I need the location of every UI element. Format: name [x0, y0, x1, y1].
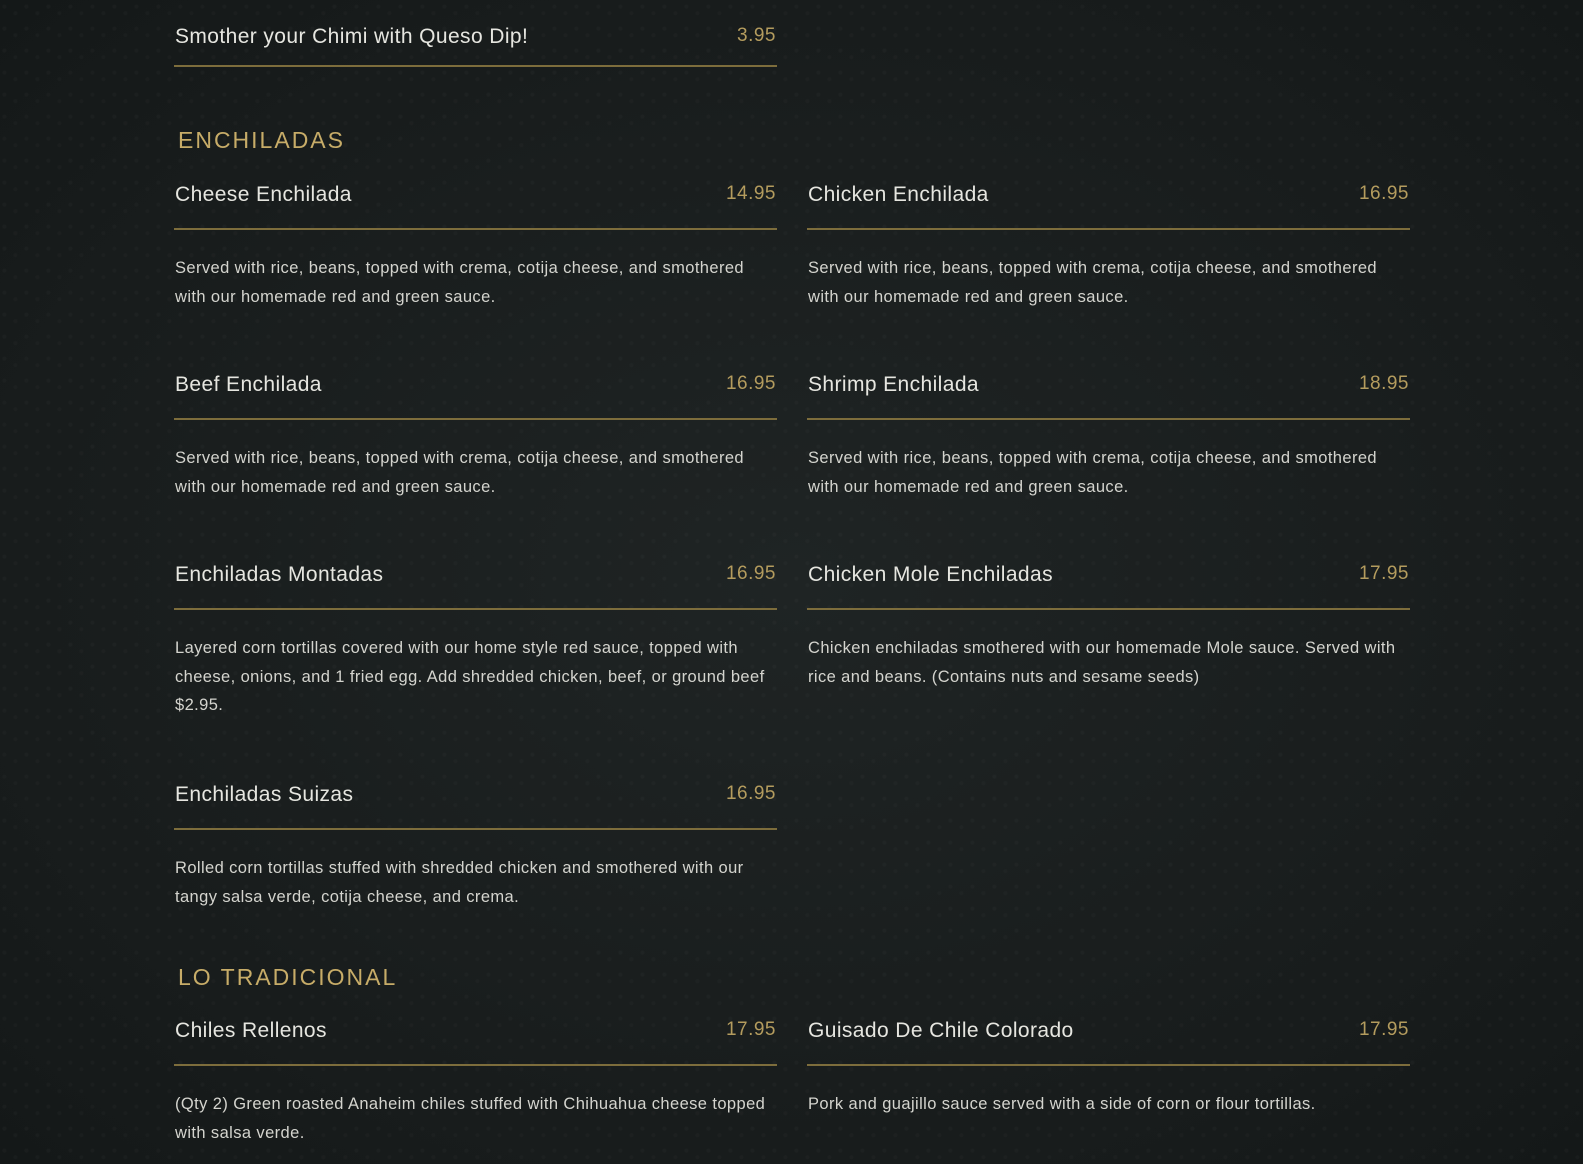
menu-item-description: Served with rice, beans, topped with crema, cotija cheese, and smothered with our homemade red and green sauce. — [175, 259, 745, 306]
menu-item-description: Served with rice, beans, topped with crema, cotija cheese, and smothered with our homemade red and green sauce. — [808, 259, 1378, 306]
menu-item-header — [174, 172, 777, 230]
menu-item-price: 16.95 — [725, 563, 776, 584]
menu-item-queso-dip — [174, 16, 777, 67]
menu-item-price: 16.95 — [725, 373, 776, 394]
menu-item-price: 18.95 — [1358, 373, 1409, 394]
menu-item-price: 17.95 — [1358, 1019, 1409, 1040]
menu-item-guisado-de-chile-colorado — [807, 1008, 1410, 1119]
menu-item-header — [174, 1008, 777, 1066]
menu-item-header — [174, 16, 777, 67]
menu-item-description: Served with rice, beans, topped with crema, cotija cheese, and smothered with our homemade red and green sauce. — [175, 449, 745, 496]
menu-item-header — [807, 1008, 1410, 1066]
menu-item-beef-enchilada — [174, 362, 777, 501]
menu-item-name: Chiles Rellenos — [175, 1019, 327, 1042]
menu-item-name: Shrimp Enchilada — [808, 373, 979, 396]
menu-item-header — [807, 362, 1410, 420]
menu-item-price: 14.95 — [725, 183, 776, 204]
menu-item-name: Enchiladas Suizas — [175, 783, 354, 806]
menu-item-chiles-rellenos — [174, 1008, 777, 1147]
menu-item-cheese-enchilada — [174, 172, 777, 311]
menu-item-description: Chicken enchiladas smothered with our homemade Mole sauce. Served with rice and beans. (Contains nuts and sesame seeds) — [808, 639, 1396, 686]
menu-item-enchiladas-suizas — [174, 772, 777, 911]
menu-item-description: Served with rice, beans, topped with crema, cotija cheese, and smothered with our homemade red and green sauce. — [808, 449, 1378, 496]
menu-item-chicken-mole-enchiladas — [807, 552, 1410, 691]
menu-item-description: Layered corn tortillas covered with our home style red sauce, topped with cheese, onions, and 1 fried egg. Add shredded chicken, beef, or ground beef $2.95. — [175, 639, 765, 714]
menu-item-header — [174, 772, 777, 830]
menu-item-header — [807, 172, 1410, 230]
menu-item-header — [807, 552, 1410, 610]
menu-item-chicken-enchilada — [807, 172, 1410, 311]
menu-item-enchiladas-montadas — [174, 552, 777, 720]
section-title-enchiladas: ENCHILADAS — [178, 127, 345, 153]
menu-item-name: Chicken Enchilada — [808, 183, 989, 206]
menu-item-name: Beef Enchilada — [175, 373, 322, 396]
menu-item-price: 17.95 — [725, 1019, 776, 1040]
section-title-lo-tradicional: LO TRADICIONAL — [178, 964, 398, 990]
menu-item-price: 17.95 — [1358, 563, 1409, 584]
menu-item-description: (Qty 2) Green roasted Anaheim chiles stuffed with Chihuahua cheese topped with salsa verde. — [175, 1095, 766, 1142]
menu-item-name: Smother your Chimi with Queso Dip! — [175, 25, 529, 48]
menu-item-price: 3.95 — [737, 25, 776, 46]
menu-item-shrimp-enchilada — [807, 362, 1410, 501]
menu-item-name: Enchiladas Montadas — [175, 563, 384, 586]
menu-item-name: Chicken Mole Enchiladas — [808, 563, 1053, 586]
menu-item-name: Cheese Enchilada — [175, 183, 352, 206]
menu-item-description: Rolled corn tortillas stuffed with shredded chicken and smothered with our tangy salsa verde, cotija cheese, and crema. — [175, 859, 744, 906]
menu-item-header — [174, 552, 777, 610]
menu-item-price: 16.95 — [1358, 183, 1409, 204]
menu-item-description: Pork and guajillo sauce served with a side of corn or flour tortillas. — [808, 1095, 1316, 1113]
menu-item-price: 16.95 — [725, 783, 776, 804]
menu-item-name: Guisado De Chile Colorado — [808, 1019, 1074, 1042]
menu-item-header — [174, 362, 777, 420]
